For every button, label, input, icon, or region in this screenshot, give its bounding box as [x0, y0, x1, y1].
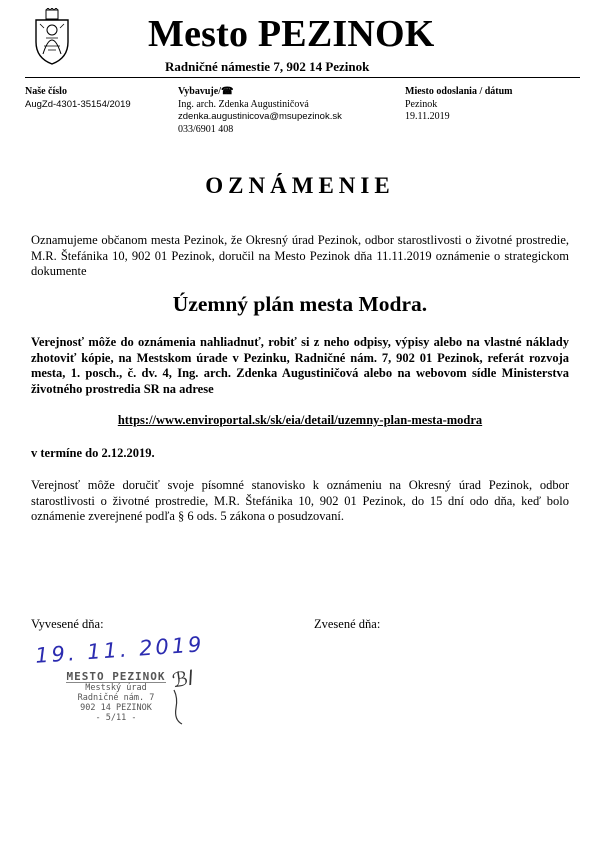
- enviroportal-link[interactable]: https://www.enviroportal.sk/sk/eia/detail/uzemny-plan-mesta-modra: [117, 413, 483, 427]
- town-title: Mesto PEZINOK: [148, 13, 435, 55]
- sending-place: Pezinok: [405, 98, 438, 110]
- office-stamp: [66, 672, 166, 730]
- handler-email: zdenka.augustinicova@msupezinok.sk: [178, 111, 342, 122]
- signature-scribble-icon: [160, 688, 200, 728]
- stamp-line-3: Radničné nám. 7: [77, 693, 155, 703]
- stamp-line-2: Mestský úrad: [85, 683, 147, 693]
- place-date-block: [405, 86, 513, 124]
- stamp-line-4: 902 14 PEZINOK: [80, 703, 152, 713]
- reference-label: Naše číslo: [25, 86, 67, 97]
- place-date-label: Miesto odoslania / dátum: [405, 86, 513, 97]
- deadline-text: v termíne do 2.12.2019.: [31, 446, 155, 460]
- intro-paragraph: Oznamujeme občanom mesta Pezinok, že Okresný úrad Pezinok, odbor starostlivosti o životné prostredie, M.R. Štefánika 10, 902 01 Pezinok, doručil na Mesto Pezinok dňa 11.11.2019 oznámenie o strategickom dokumente: [31, 233, 569, 279]
- stamp-line-5: - 5/11 -: [95, 713, 137, 723]
- reference-number: AugZd-4301-35154/2019: [25, 98, 131, 110]
- reference-block: [25, 86, 131, 111]
- notice-title: OZNÁMENIE: [205, 173, 395, 198]
- town-address: Radničné námestie 7, 902 14 Pezinok: [165, 59, 370, 74]
- access-paragraph: Verejnosť môže do oznámenia nahliadnuť, robiť si z neho odpisy, výpisy alebo na vlastné náklady zhotoviť kópie, na Mestskom úrade v Pezinku, Radničné nám. 7, 902 01 Pezinok, referát rozvoja mesta, 1. posch., č. dv. 4, Ing. arch. Zdenka Augustiničová alebo na webovom sídle Ministerstva životného prostredia SR na adrese: [31, 335, 569, 396]
- handler-block: [178, 86, 342, 136]
- document-subject: Územný plán mesta Modra.: [172, 292, 428, 316]
- removed-label: Zvesené dňa:: [314, 617, 381, 631]
- handler-label: Vybavuje/☎: [178, 86, 234, 97]
- town-crest-icon: [32, 8, 72, 66]
- handler-name: Ing. arch. Zdenka Augustiničová: [178, 98, 309, 110]
- handler-phone: 033/6901 408: [178, 123, 234, 135]
- stamp-line-1: MESTO PEZINOK: [66, 670, 166, 683]
- signature-initials: ℬl: [170, 665, 195, 693]
- posted-date-handwritten: 19. 11. 2019: [34, 632, 206, 668]
- sending-date: 19.11.2019: [405, 111, 450, 122]
- header-divider: [25, 77, 580, 78]
- delivery-paragraph: Verejnosť môže doručiť svoje písomné stanovisko k oznámeniu na Okresný úrad Pezinok, odbor starostlivosti o životné prostredie, M.R. Štefánika 10, 902 01 Pezinok, do 15 dní odo dňa, keď bolo oznámenie zverejnené podľa § 6 ods. 5 zákona o posudzovaní.: [31, 478, 569, 524]
- posted-label: Vyvesené dňa:: [31, 617, 104, 631]
